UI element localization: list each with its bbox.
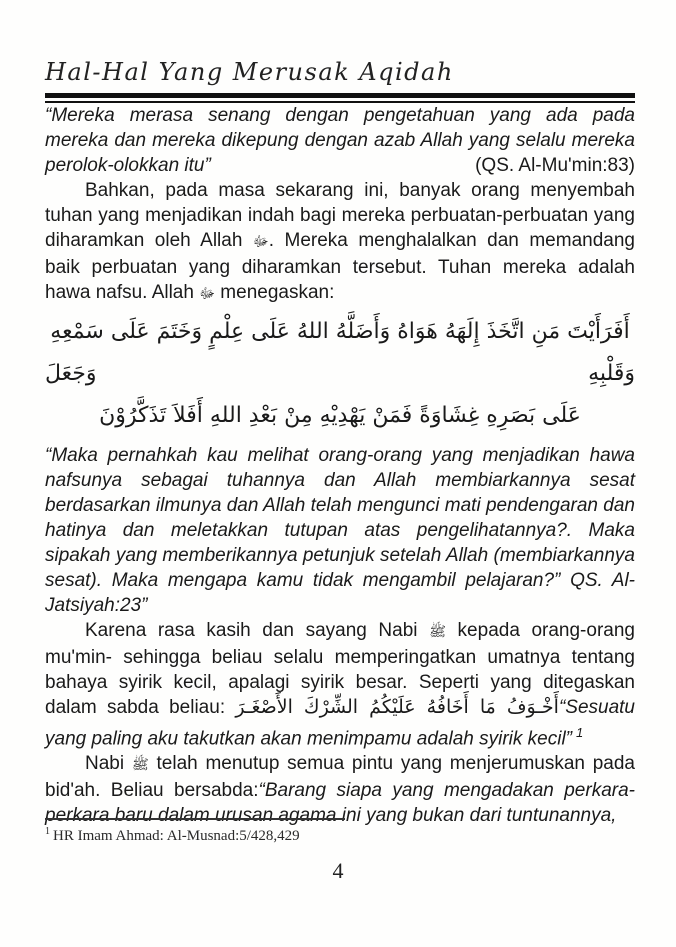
translation-jatsiyah: “Maka pernahkah kau melihat orang-orang yang menjadikan hawa nafsunya sebagai tuhannya dan Allah membiarkannya sesat berdasarkan ilmunya dan Allah telah mengunci mati pendengaran dan hatinya dan meletakkan tutupan atas pengelihatannya?. Maka sipakah yang memberikannya petunjuk setelah Allah (membiarkannya sesat). Maka mengapa kamu tidak mengambil pelajaran?” QS. Al-Jatsiyah:23”	[45, 445, 635, 616]
hadith-quote: “Barang siapa yang mengadakan perkara-perkara baru dalam urusan agama ini yang bukan dari tuntunannya,	[45, 780, 635, 827]
body-text: Bahkan, pada masa sekarang ini, banyak orang menyembah tuhan yang menjadikan indah bagi mereka perbuatan-perbuatan yang diharamkan oleh Allah	[45, 180, 635, 251]
body-text: Karena rasa kasih dan sayang Nabi	[85, 620, 430, 641]
header-rule	[45, 93, 635, 103]
body-text: Nabi	[85, 753, 132, 775]
arabic-verse-block	[45, 311, 635, 437]
quran-quote-mumin	[45, 103, 635, 178]
paragraph-bahkan	[45, 178, 635, 307]
arabic-hadith-inline: أَخْـوَفُ مَا أَخَافُهُ عَلَيْكُمُ الشِّرْكَ الأَصْغَـرَ	[235, 696, 559, 718]
arabic-verse-line-1: أَفَرَأَيْتَ مَنِ اتَّخَذَ إِلَهَهُ هَوَاهُ وَأَضَلَّهُ اللهُ عَلَى عِلْمٍ وَخَتَمَ عَلَى سَمْعِهِ وَقَلْبِهِ وَجَعَلَ	[45, 319, 635, 386]
footnote-reference-mark: 1	[576, 725, 584, 740]
footnote-block	[45, 818, 635, 845]
footnote-text: HR Imam Ahmad: Al-Musnad:5/428,429	[53, 828, 300, 844]
quran-reference-mumin: (QS. Al-Mu'min:83)	[475, 155, 635, 176]
sallallahu-alaihi-wasallam-icon: ﷺ	[429, 624, 446, 640]
arabic-verse-line-2: عَلَى بَصَرِهِ غِشَاوَةً فَمَنْ يَهْدِيْهِ مِنْ بَعْدِ اللهِ أَفَلاَ تَذَكَّرُوْنَ	[99, 403, 581, 428]
footnote-number: 1	[45, 826, 50, 837]
body-text: menegaskan:	[215, 282, 335, 303]
footnote-text-line	[45, 826, 635, 845]
paragraph-karena	[45, 618, 635, 751]
hadith-translation: “Sesuatu yang paling aku takutkan akan menimpamu adalah syirik kecil”	[45, 697, 635, 750]
quote-text: “Mereka merasa senang dengan pengetahuan yang ada pada mereka dan mereka dikepung dengan azab Allah yang selalu mereka perolok-olokkan itu”	[45, 105, 635, 176]
footnote-separator-rule	[45, 818, 345, 820]
azza-wa-jalla-icon: ﷻ	[199, 286, 216, 302]
azza-wa-jalla-icon: ﷻ	[252, 234, 269, 250]
running-header-title: Hal-Hal Yang Merusak Aqidah	[45, 58, 454, 86]
sallallahu-alaihi-wasallam-icon: ﷺ	[131, 757, 149, 774]
running-header	[45, 56, 635, 103]
body-text: . Mereka menghalalkan dan memandang baik perbuatan yang diharamkan tersebut. Tuhan mereka adalah hawa nafsu. Allah	[45, 230, 635, 303]
paragraph-nabi	[45, 751, 635, 828]
body-text: telah menutup semua pintu yang menjerumuskan pada bid'ah. Beliau bersabda:	[45, 753, 635, 802]
body-text: kepada orang-orang mu'min- sehingga beliau selalu memperingatkan umatnya tentang bahaya syirik kecil, apalagi syirik besar. Seperti yang ditegaskan dalam sabda beliau:	[45, 620, 635, 718]
page-number: 4	[332, 858, 344, 883]
